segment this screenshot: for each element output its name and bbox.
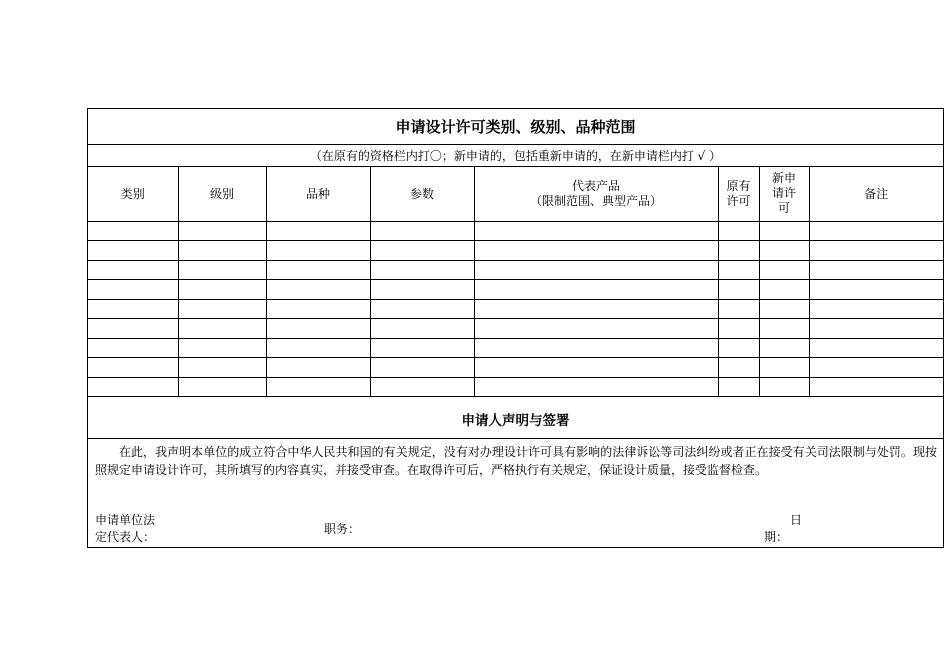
- table-cell[interactable]: [474, 338, 718, 358]
- table-header-row: [88, 167, 943, 221]
- table-cell[interactable]: [370, 221, 474, 241]
- table-cell[interactable]: [370, 377, 474, 397]
- table-cell[interactable]: [759, 241, 809, 261]
- table-row: [88, 377, 943, 397]
- table-cell[interactable]: [88, 358, 178, 378]
- table-cell[interactable]: [178, 358, 266, 378]
- table-cell[interactable]: [88, 299, 178, 319]
- table-cell[interactable]: [718, 338, 759, 358]
- col-variety: 品种: [266, 167, 370, 221]
- table-cell[interactable]: [178, 338, 266, 358]
- table-cell[interactable]: [759, 377, 809, 397]
- table-cell[interactable]: [88, 241, 178, 261]
- table-cell[interactable]: [266, 299, 370, 319]
- declaration-title: 申请人声明与签署: [88, 399, 943, 439]
- col-new-application: 新申 请许 可: [759, 167, 809, 221]
- table-cell[interactable]: [474, 319, 718, 339]
- table-cell[interactable]: [718, 260, 759, 280]
- table-cell[interactable]: [718, 358, 759, 378]
- table-cell[interactable]: [88, 221, 178, 241]
- table-cell[interactable]: [370, 299, 474, 319]
- application-form: [87, 108, 944, 548]
- table-cell[interactable]: [809, 299, 943, 319]
- declaration-text: 在此，我声明本单位的成立符合中华人民共和国的有关规定，没有对办理设计许可具有影响的法律诉讼等司法纠纷或者正在接受有关司法限制与处罚。现按照规定申请设计许可，其所填写的内容真实，并接受审查。在取得许可后，严格执行有关规定，保证设计质量，接受监督检查。: [95, 445, 937, 477]
- table-row: [88, 319, 943, 339]
- table-row: [88, 299, 943, 319]
- table-cell[interactable]: [266, 319, 370, 339]
- table-cell[interactable]: [809, 260, 943, 280]
- table-row: [88, 241, 943, 261]
- col-level: 级别: [178, 167, 266, 221]
- table-cell[interactable]: [809, 280, 943, 300]
- col-original-license: 原有 许可: [718, 167, 759, 221]
- table-cell[interactable]: [370, 319, 474, 339]
- table-cell[interactable]: [266, 280, 370, 300]
- table-row: [88, 260, 943, 280]
- table-cell[interactable]: [759, 358, 809, 378]
- table-cell[interactable]: [759, 319, 809, 339]
- table-cell[interactable]: [266, 338, 370, 358]
- table-cell[interactable]: [370, 280, 474, 300]
- col-remarks: 备注: [809, 167, 943, 221]
- table-cell[interactable]: [266, 358, 370, 378]
- table-cell[interactable]: [809, 377, 943, 397]
- table-cell[interactable]: [178, 221, 266, 241]
- table-cell[interactable]: [178, 280, 266, 300]
- table-cell[interactable]: [718, 221, 759, 241]
- position-label: 职务：: [324, 522, 361, 536]
- table-cell[interactable]: [88, 280, 178, 300]
- table-cell[interactable]: [266, 260, 370, 280]
- table-cell[interactable]: [178, 377, 266, 397]
- table-cell[interactable]: [370, 358, 474, 378]
- table-row: [88, 280, 943, 300]
- table-cell[interactable]: [759, 221, 809, 241]
- table-cell[interactable]: [759, 338, 809, 358]
- table-cell[interactable]: [718, 299, 759, 319]
- form-title: 申请设计许可类别、级别、品种范围: [88, 109, 943, 145]
- table-cell[interactable]: [718, 319, 759, 339]
- table-cell[interactable]: [370, 338, 474, 358]
- table-cell[interactable]: [88, 338, 178, 358]
- table-cell[interactable]: [809, 221, 943, 241]
- table-row: [88, 358, 943, 378]
- col-parameters: 参数: [370, 167, 474, 221]
- table-cell[interactable]: [809, 358, 943, 378]
- table-cell[interactable]: [178, 260, 266, 280]
- table-cell[interactable]: [759, 260, 809, 280]
- date-label: 日 期：: [764, 513, 803, 544]
- table-cell[interactable]: [266, 377, 370, 397]
- table-row: [88, 221, 943, 241]
- col-representative-product: 代表产品 （限制范围、典型产品）: [474, 167, 718, 221]
- table-cell[interactable]: [88, 319, 178, 339]
- table-cell[interactable]: [474, 221, 718, 241]
- license-scope-table: [88, 167, 943, 397]
- table-cell[interactable]: [474, 280, 718, 300]
- table-cell[interactable]: [809, 338, 943, 358]
- table-cell[interactable]: [266, 241, 370, 261]
- table-cell[interactable]: [718, 377, 759, 397]
- table-cell[interactable]: [178, 299, 266, 319]
- table-cell[interactable]: [370, 260, 474, 280]
- table-cell[interactable]: [718, 280, 759, 300]
- table-cell[interactable]: [718, 241, 759, 261]
- table-cell[interactable]: [809, 241, 943, 261]
- table-cell[interactable]: [474, 241, 718, 261]
- table-cell[interactable]: [474, 377, 718, 397]
- form-instruction: （在原有的资格栏内打〇；新申请的，包括重新申请的，在新申请栏内打 √ ）: [88, 145, 943, 167]
- table-row: [88, 338, 943, 358]
- legal-representative-label: 申请单位法 定代表人：: [95, 513, 156, 544]
- table-cell[interactable]: [88, 260, 178, 280]
- table-cell[interactable]: [759, 280, 809, 300]
- table-cell[interactable]: [178, 241, 266, 261]
- table-cell[interactable]: [474, 260, 718, 280]
- col-category: 类别: [88, 167, 178, 221]
- table-cell[interactable]: [88, 377, 178, 397]
- table-cell[interactable]: [809, 319, 943, 339]
- table-cell[interactable]: [370, 241, 474, 261]
- table-cell[interactable]: [474, 358, 718, 378]
- table-cell[interactable]: [266, 221, 370, 241]
- table-cell[interactable]: [178, 319, 266, 339]
- table-cell[interactable]: [474, 299, 718, 319]
- table-cell[interactable]: [759, 299, 809, 319]
